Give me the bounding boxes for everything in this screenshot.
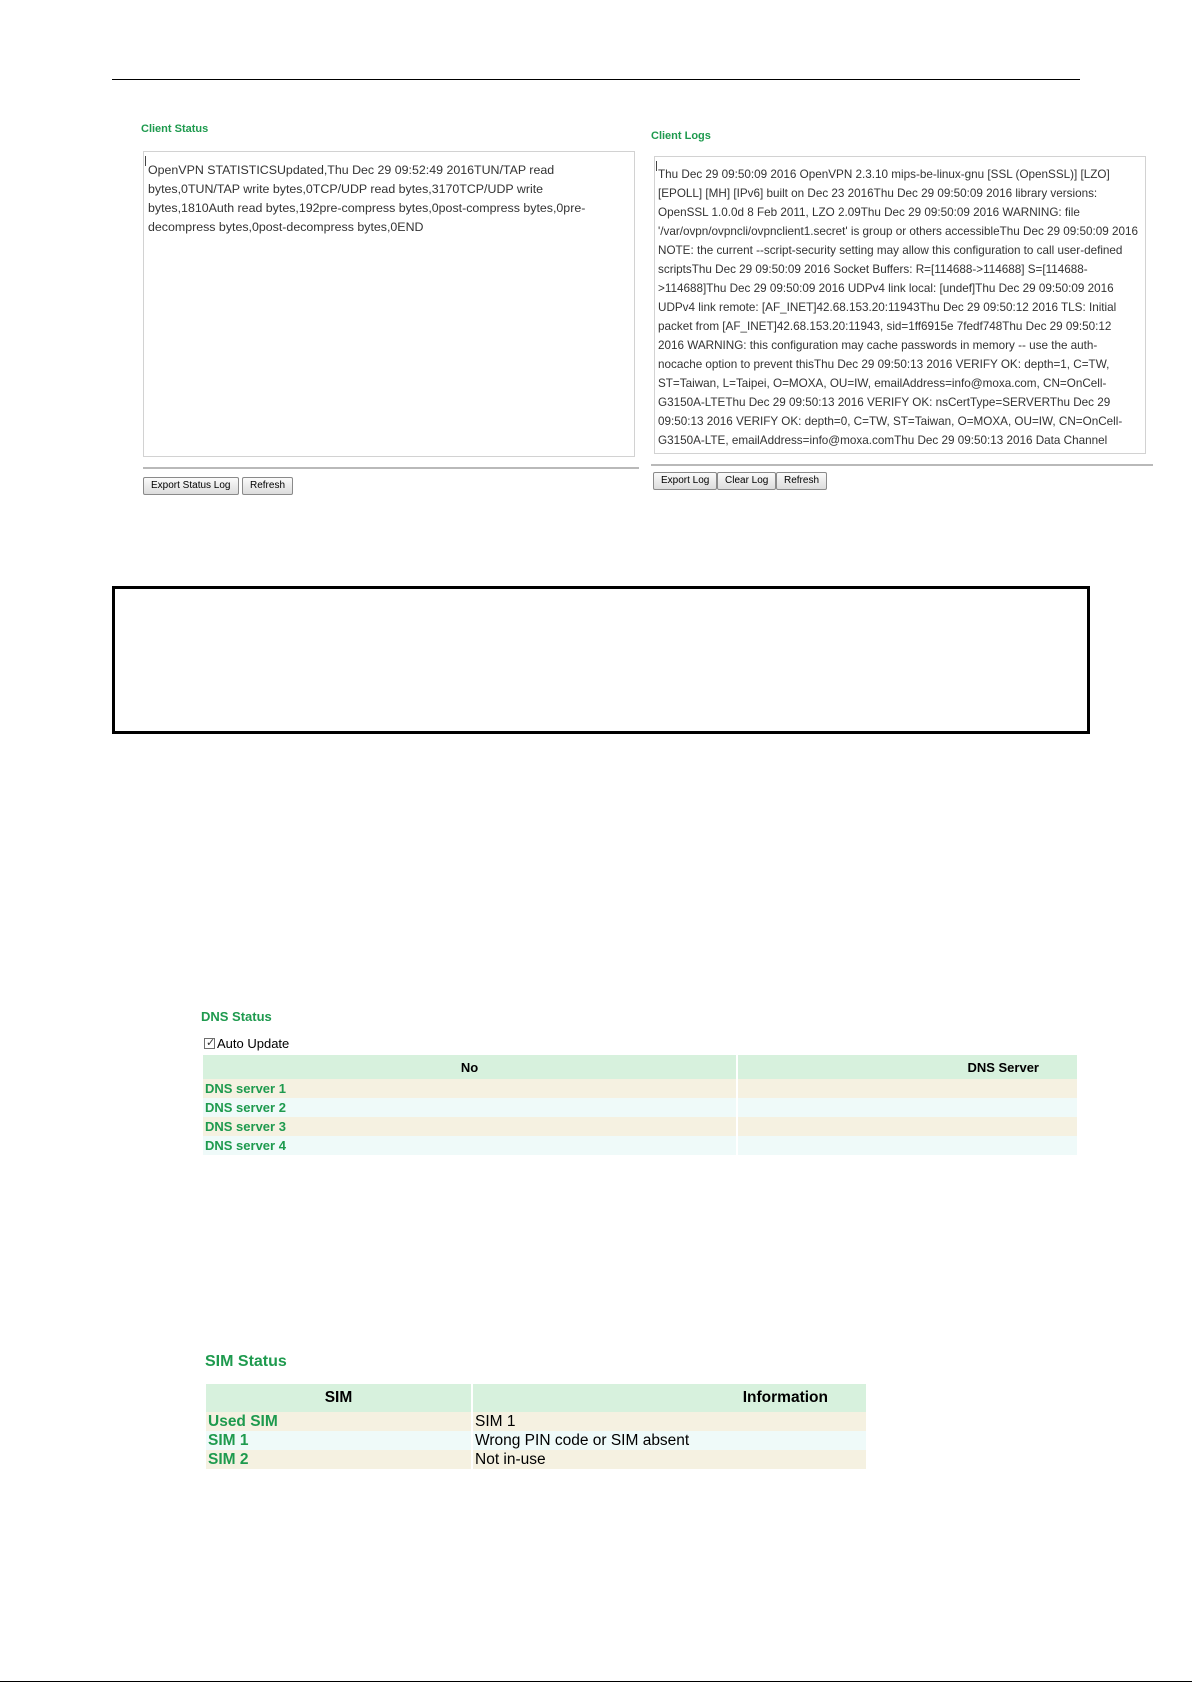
page-footer-rule [0, 1681, 1192, 1682]
table-row [203, 1117, 1077, 1136]
note-frame [112, 586, 1090, 734]
checkmark-icon: ✓ [206, 1037, 216, 1049]
dns-row-server [737, 1117, 1077, 1136]
client-logs-refresh-button[interactable]: Refresh [776, 472, 827, 490]
sim-status-title: SIM Status [205, 1353, 287, 1370]
table-row [206, 1412, 866, 1431]
column-header-sim: SIM [206, 1384, 472, 1412]
client-logs-divider [651, 464, 1153, 466]
dns-row-label: DNS server 3 [203, 1117, 737, 1136]
column-header-information: Information [472, 1384, 866, 1412]
table-row [203, 1079, 1077, 1098]
auto-update-check-box[interactable] [204, 1038, 215, 1049]
client-status-text: OpenVPN STATISTICSUpdated,Thu Dec 29 09:52:49 2016TUN/TAP read bytes,0TUN/TAP write bytes,0TCP/UDP read bytes,3170TCP/UDP write bytes,1810Auth read bytes,192pre-compress bytes,0post-compress bytes,0pre-decompress bytes,0post-decompress bytes,0END [148, 163, 586, 234]
column-header-dns-server: DNS Server [737, 1055, 1077, 1079]
sim-row-info: SIM 1 [472, 1412, 866, 1431]
dns-status-title: DNS Status [201, 1009, 272, 1024]
client-logs-textarea[interactable] [654, 156, 1146, 454]
auto-update-label: Auto Update [217, 1036, 290, 1051]
page-header-rule [112, 79, 1080, 80]
client-status-title: Client Status [141, 123, 209, 135]
dns-status-table [203, 1055, 1077, 1155]
dns-row-label: DNS server 4 [203, 1136, 737, 1155]
dns-row-server [737, 1098, 1077, 1117]
column-header-no: No [203, 1055, 737, 1079]
table-row [203, 1136, 1077, 1155]
table-row [203, 1098, 1077, 1117]
export-log-button[interactable]: Export Log [653, 472, 717, 490]
client-logs-text: Thu Dec 29 09:50:09 2016 OpenVPN 2.3.10 mips-be-linux-gnu [SSL (OpenSSL)] [LZO] [EPOLL] [MH] [IPv6] built on Dec 23 2016Thu Dec 29 09:50:09 2016 library versions: OpenSSL 1.0.0d 8 Feb 2011, LZO 2.09Thu Dec 29 09:50:09 2016 WARNING: file '/var/ovpn/ovpncli/ovpnclient1.secret' is group or others accessibleThu Dec 29 09:50:09 2016 NOTE: the current --script-security setting may allow this configuration to call user-defined scriptsThu Dec 29 09:50:09 2016 Socket Buffers: R=[114688->114688] S=[114688->114688]Thu Dec 29 09:50:09 2016 UDPv4 link local: [undef]Thu Dec 29 09:50:09 2016 UDPv4 link remote: [AF_INET]42.68.153.20:11943Thu Dec 29 09:50:12 2016 TLS: Initial packet from [AF_INET]42.68.153.20:11943, sid=1ff6915e 7fedf748Thu Dec 29 09:50:12 2016 WARNING: this configuration may cache passwords in memory -- use the auth-nocache option to prevent thisThu Dec 29 09:50:13 2016 VERIFY OK: depth=1, C=TW, ST=Taiwan, L=Taipei, O=MOXA, OU=IW, emailAddress=info@moxa.com, CN=OnCell-G3150A-LTEThu Dec 29 09:50:13 2016 VERIFY OK: nsCertType=SERVERThu Dec 29 09:50:13 2016 VERIFY OK: depth=0, C=TW, ST=Taiwan, O=MOXA, OU=IW, CN=OnCell-G3150A-LTE, emailAddress=info@moxa.comThu Dec 29 09:50:13 2016 Data Channel [658, 168, 1139, 447]
table-row [206, 1450, 866, 1469]
text-cursor [145, 156, 146, 166]
client-status-refresh-button[interactable]: Refresh [242, 477, 293, 495]
dns-row-label: DNS server 1 [203, 1079, 737, 1098]
dns-row-server [737, 1079, 1077, 1098]
dns-row-server [737, 1136, 1077, 1155]
table-row [206, 1431, 866, 1450]
sim-status-table [206, 1384, 866, 1469]
clear-log-button[interactable]: Clear Log [717, 472, 776, 490]
client-status-textarea[interactable] [143, 151, 635, 457]
sim-row-info: Wrong PIN code or SIM absent [472, 1431, 866, 1450]
export-status-log-button[interactable]: Export Status Log [143, 477, 239, 495]
client-status-divider [143, 467, 639, 469]
auto-update-checkbox[interactable] [204, 1036, 289, 1051]
sim-row-label: SIM 2 [206, 1450, 472, 1469]
sim-row-label: SIM 1 [206, 1431, 472, 1450]
client-logs-title: Client Logs [651, 130, 711, 142]
sim-row-info: Not in-use [472, 1450, 866, 1469]
dns-row-label: DNS server 2 [203, 1098, 737, 1117]
text-cursor [656, 161, 657, 171]
sim-row-label: Used SIM [206, 1412, 472, 1431]
